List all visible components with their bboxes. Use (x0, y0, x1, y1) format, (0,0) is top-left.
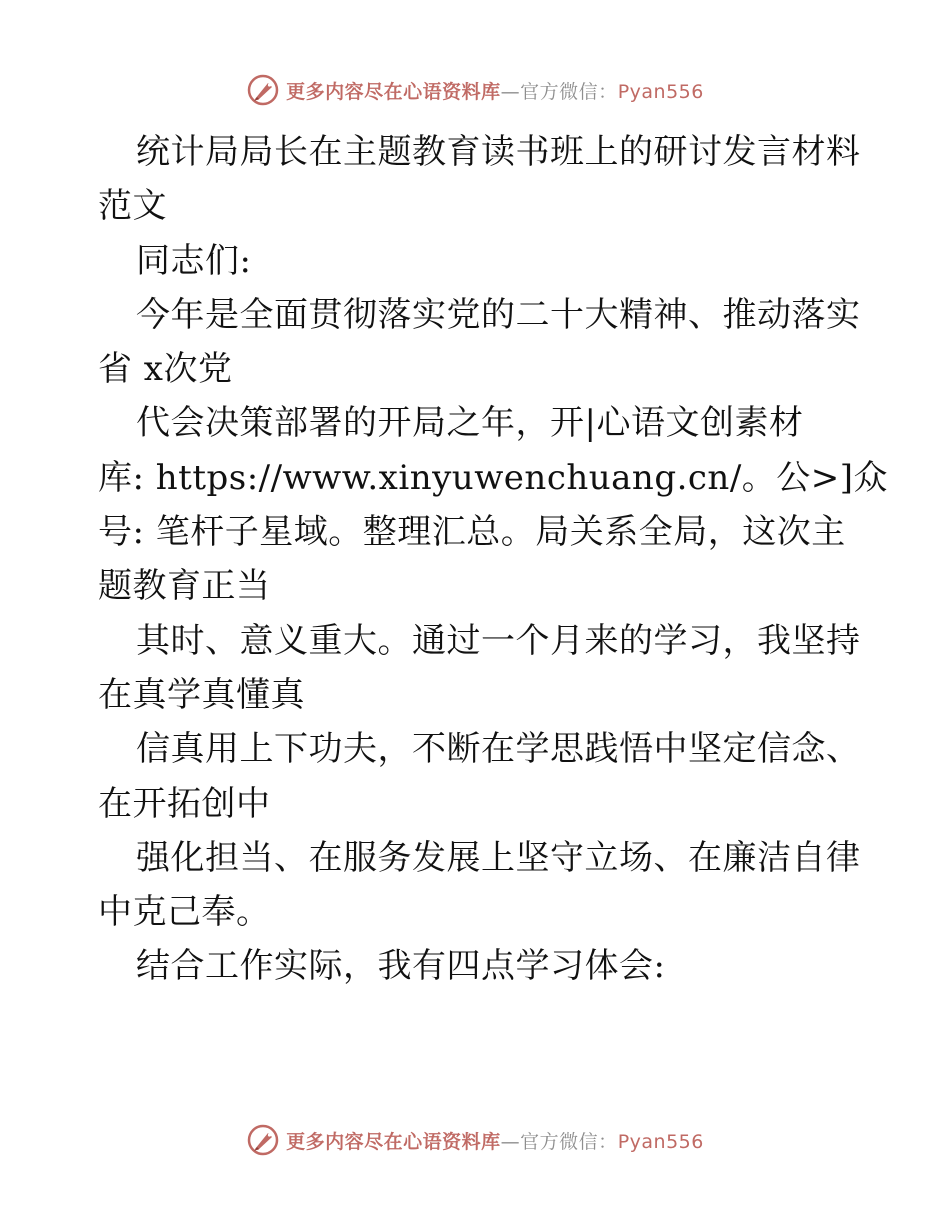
paragraph-line: 在真学真懂真 (98, 674, 305, 715)
salutation: 同志们: (136, 240, 252, 281)
banner-text (286, 1127, 704, 1154)
paragraph-line: 今年是全面贯彻落实党的二十大精神、推动落实 (136, 294, 861, 335)
paragraph-line: 省 x次党 (98, 349, 233, 390)
banner-wechat-id: Pyan556 (617, 1130, 704, 1153)
paragraph-line: 强化担当、在服务发展上坚守立场、在廉洁自律 (136, 837, 861, 878)
banner-text (286, 77, 704, 104)
footer-banner (0, 1120, 950, 1160)
paragraph-line: 题教育正当 (98, 566, 271, 607)
banner-separator: — (500, 1130, 521, 1153)
paragraph-line: 信真用上下功夫，不断在学思践悟中坚定信念、 (136, 729, 861, 770)
paragraph-line: 代会决策部署的开局之年，开|心语文创素材 (136, 403, 804, 444)
banner-wechat-id: Pyan556 (617, 80, 704, 103)
paragraph-line: 其时、意义重大。通过一个月来的学习，我坚持 (136, 620, 861, 661)
banner-site-text: 更多内容尽在心语资料库 (286, 80, 501, 103)
document-title: 统计局局长在主题教育读书班上的研讨发言材料 (136, 132, 861, 172)
pen-nib-logo-icon (246, 73, 280, 107)
banner-wechat-label: 官方微信： (520, 80, 618, 103)
header-banner (0, 70, 950, 110)
banner-separator: — (500, 80, 521, 103)
paragraph-line: 中克己奉。 (98, 892, 271, 933)
banner-wechat-label: 官方微信： (520, 1130, 618, 1153)
paragraph-line: 号: 笔杆子星域。整理汇总。局关系全局，这次主 (98, 512, 846, 553)
pen-nib-logo-icon (246, 1123, 280, 1157)
paragraph-line: 结合工作实际，我有四点学习体会: (136, 946, 666, 987)
document-body (98, 125, 889, 994)
banner-site-text: 更多内容尽在心语资料库 (286, 1130, 501, 1153)
paragraph-line: 库: https://www.xinyuwenchuang.cn/。公>]众 (98, 457, 889, 498)
document-title-continued: 范文 (98, 186, 167, 227)
paragraph-line: 在开拓创中 (98, 783, 271, 824)
